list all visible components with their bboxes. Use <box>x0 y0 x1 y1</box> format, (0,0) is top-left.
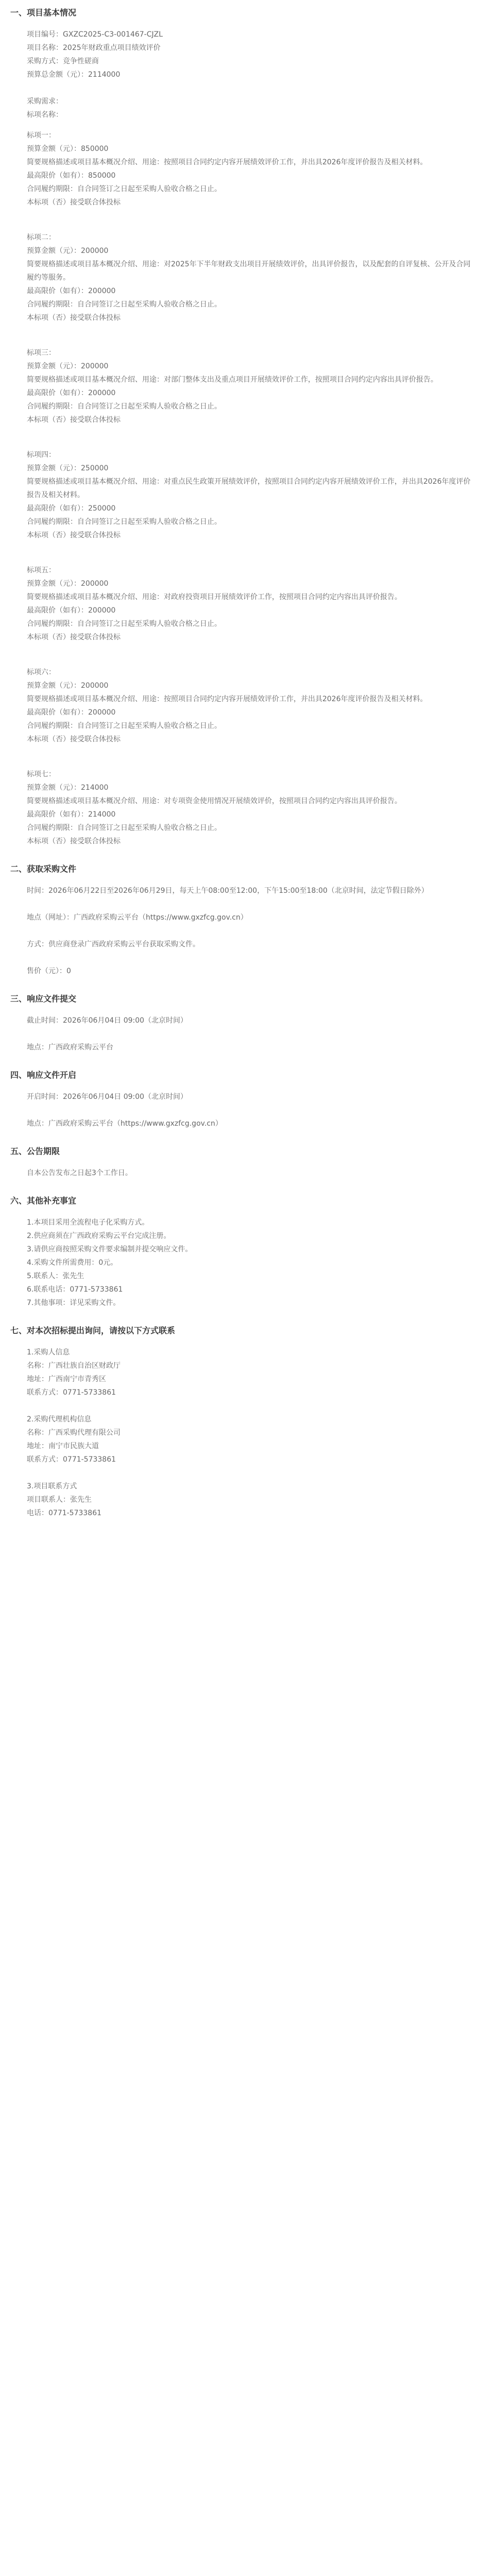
lot-5-budget: 预算金额（元）：200000 <box>27 580 109 588</box>
lot-2-title: 标项二： <box>27 233 56 242</box>
lot-1-budget: 预算金额（元）：850000 <box>27 145 109 153</box>
submission-place: 地点：广西政府采购云平台 <box>27 1043 113 1052</box>
lot-1-title: 标项一： <box>27 131 56 140</box>
section-contacts <box>10 1325 472 1520</box>
contact-group-title: 3.项目联系方式 <box>27 1482 77 1490</box>
lot-7-consortium: 本标项（否）接受联合体投标 <box>27 837 121 845</box>
document-method: 方式：供应商登录广西政府采购云平台获取采购文件。 <box>27 940 200 948</box>
contact-line: 联系方式：0771-5733861 <box>27 1455 116 1464</box>
document-time: 时间：2026年06月22日至2026年06月29日，每天上午08:00至12:00，下午15:00至18:00（北京时间，法定节假日除外） <box>27 887 428 895</box>
other-item: 4.采购文件所需费用：0元。 <box>27 1259 118 1267</box>
contact-group-title: 1.采购人信息 <box>27 1348 70 1357</box>
other-item: 5.联系人：张先生 <box>27 1272 84 1280</box>
lot-6-budget: 预算金额（元）：200000 <box>27 682 109 690</box>
document-price: 售价（元）：0 <box>27 967 71 975</box>
opening-place: 地点：广西政府采购云平台（https://www.gxzfcg.gov.cn） <box>27 1120 222 1128</box>
lot-6-desc: 简要规格描述或项目基本概况介绍、用途：按照项目合同约定内容开展绩效评价工作，并出具2026年度评价报告及相关材料。 <box>27 695 427 703</box>
section-title: 二、获取采购文件 <box>10 864 77 874</box>
lot-2-consortium: 本标项（否）接受联合体投标 <box>27 314 121 322</box>
document-place: 地点（网址）：广西政府采购云平台（https://www.gxzfcg.gov.cn） <box>27 913 248 922</box>
lot-7-budget: 预算金额（元）：214000 <box>27 784 109 792</box>
lot-6-max-price: 最高限价（如有）：200000 <box>27 708 116 717</box>
other-item: 6.联系电话：0771-5733861 <box>27 1285 123 1294</box>
lot-2-term: 合同履约期限：自合同签订之日起至采购人验收合格之日止。 <box>27 300 221 309</box>
lot-3-budget: 预算金额（元）：200000 <box>27 362 109 370</box>
procurement-needs-label: 采购需求： <box>27 97 63 106</box>
lot-5-desc: 简要规格描述或项目基本概况介绍、用途：对政府投资项目开展绩效评价工作，按照项目合同约定内容出具评价报告。 <box>27 593 402 601</box>
lot-3-max-price: 最高限价（如有）：200000 <box>27 389 116 397</box>
section-title: 三、响应文件提交 <box>10 994 77 1004</box>
contact-line: 电话：0771-5733861 <box>27 1509 102 1517</box>
contact-line: 项目联系人：张先生 <box>27 1496 92 1504</box>
lot-6-term: 合同履约期限：自合同签订之日起至采购人验收合格之日止。 <box>27 722 221 730</box>
section-other-matters <box>10 1195 472 1310</box>
lot-5-max-price: 最高限价（如有）：200000 <box>27 606 116 615</box>
lot-4-title: 标项四： <box>27 451 56 459</box>
section-project-info <box>10 7 472 848</box>
lot-1-desc: 简要规格描述或项目基本概况介绍、用途：按照项目合同约定内容开展绩效评价工作，并出具2026年度评价报告及相关材料。 <box>27 158 427 166</box>
lot-2-max-price: 最高限价（如有）：200000 <box>27 287 116 295</box>
section-title: 四、响应文件开启 <box>10 1070 77 1080</box>
section-title: 六、其他补充事宜 <box>10 1196 77 1206</box>
budget-total: 预算总金额（元）：2114000 <box>27 71 121 79</box>
lot-6-consortium: 本标项（否）接受联合体投标 <box>27 735 121 743</box>
lot-names-label: 标项名称： <box>27 111 63 119</box>
other-item: 2.供应商须在广西政府采购云平台完成注册。 <box>27 1232 171 1240</box>
contact-line: 名称：广西采购代理有限公司 <box>27 1429 121 1437</box>
other-item: 1.本项目采用全流程电子化采购方式。 <box>27 1218 149 1227</box>
lot-2-desc: 简要规格描述或项目基本概况介绍、用途：对2025年下半年财政支出项目开展绩效评价，出具评价报告，以及配套的自评复核、公开及合同履约等服务。 <box>27 260 471 282</box>
lot-7-max-price: 最高限价（如有）：214000 <box>27 810 116 819</box>
lot-5-term: 合同履约期限：自合同签订之日起至采购人验收合格之日止。 <box>27 620 221 628</box>
lot-2-budget: 预算金额（元）：200000 <box>27 247 109 255</box>
section-title: 七、对本次招标提出询问，请按以下方式联系 <box>10 1326 176 1335</box>
contact-line: 地址：广西南宁市青秀区 <box>27 1375 106 1383</box>
section-get-documents <box>10 863 472 978</box>
contact-line: 地址：南宁市民族大道 <box>27 1442 99 1450</box>
section-title: 五、公告期限 <box>10 1146 60 1156</box>
project-name: 项目名称：2025年财政重点项目绩效评价 <box>27 44 161 52</box>
contact-group-title: 2.采购代理机构信息 <box>27 1415 92 1423</box>
lot-4-max-price: 最高限价（如有）：250000 <box>27 504 116 513</box>
section-submission <box>10 993 472 1054</box>
lot-7-term: 合同履约期限：自合同签订之日起至采购人验收合格之日止。 <box>27 824 221 832</box>
lot-3-term: 合同履约期限：自合同签订之日起至采购人验收合格之日止。 <box>27 402 221 411</box>
lot-1-max-price: 最高限价（如有）：850000 <box>27 172 116 180</box>
lot-7-desc: 简要规格描述或项目基本概况介绍、用途：对专项资金使用情况开展绩效评价，按照项目合同约定内容出具评价报告。 <box>27 797 402 805</box>
project-number: 项目编号：GXZC2025-C3-001467-CJZL <box>27 30 163 39</box>
contact-line: 联系方式：0771-5733861 <box>27 1388 116 1397</box>
lot-4-consortium: 本标项（否）接受联合体投标 <box>27 531 121 539</box>
other-item: 7.其他事项：详见采购文件。 <box>27 1299 121 1307</box>
section-opening <box>10 1070 472 1130</box>
lot-3-consortium: 本标项（否）接受联合体投标 <box>27 416 121 424</box>
lot-7-title: 标项七： <box>27 770 56 778</box>
lot-3-desc: 简要规格描述或项目基本概况介绍、用途：对部门整体支出及重点项目开展绩效评价工作，按照项目合同约定内容出具评价报告。 <box>27 376 438 384</box>
lot-1-consortium: 本标项（否）接受联合体投标 <box>27 198 121 207</box>
section-title: 一、项目基本情况 <box>10 8 77 18</box>
lot-4-desc: 简要规格描述或项目基本概况介绍、用途：对重点民生政策开展绩效评价，按照项目合同约定内容开展绩效评价工作，并出具2026年度评价报告及相关材料。 <box>27 478 471 499</box>
lot-5-title: 标项五： <box>27 566 56 574</box>
notice-period: 自本公告发布之日起3个工作日。 <box>27 1169 132 1177</box>
procurement-method: 采购方式：竞争性磋商 <box>27 57 99 65</box>
other-item: 3.请供应商按照采购文件要求编制并提交响应文件。 <box>27 1245 193 1253</box>
section-notice-period <box>10 1146 472 1180</box>
lot-6-title: 标项六： <box>27 668 56 676</box>
lot-1-term: 合同履约期限：自合同签订之日起至采购人验收合格之日止。 <box>27 185 221 193</box>
lot-5-consortium: 本标项（否）接受联合体投标 <box>27 633 121 641</box>
contact-line: 名称：广西壮族自治区财政厅 <box>27 1362 121 1370</box>
lot-4-term: 合同履约期限：自合同签订之日起至采购人验收合格之日止。 <box>27 518 221 526</box>
submission-deadline: 截止时间：2026年06月04日 09:00（北京时间） <box>27 1016 188 1025</box>
lot-4-budget: 预算金额（元）：250000 <box>27 464 109 472</box>
opening-time: 开启时间：2026年06月04日 09:00（北京时间） <box>27 1093 188 1101</box>
lot-3-title: 标项三： <box>27 349 56 357</box>
